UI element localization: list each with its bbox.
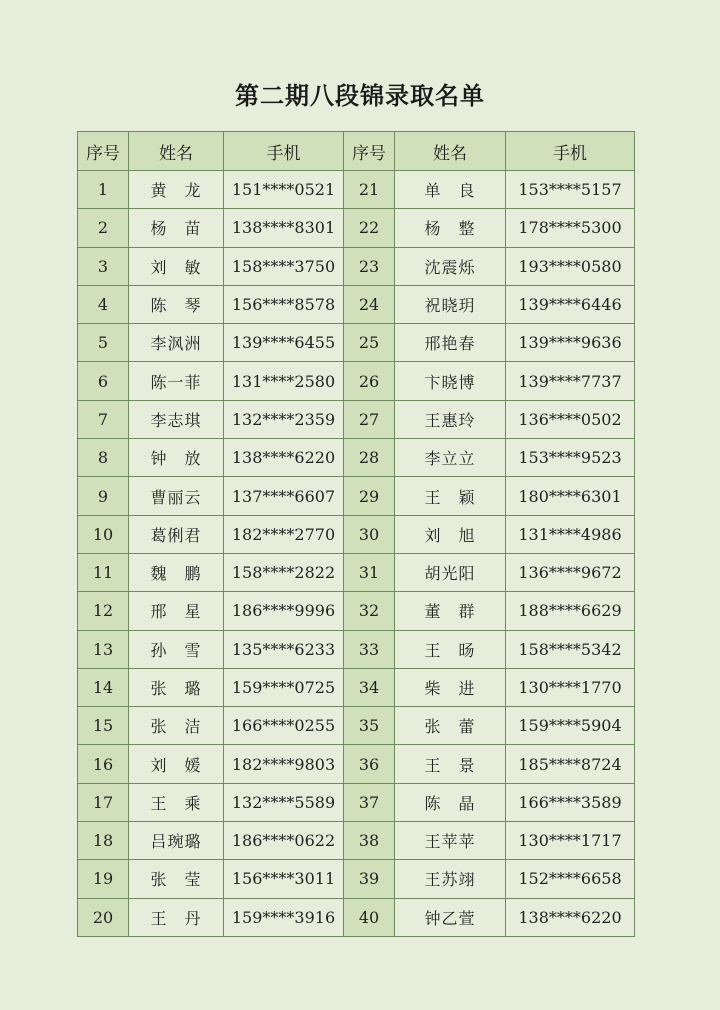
- table-row: [78, 515, 635, 553]
- phone-cell: 166****3589: [506, 783, 635, 821]
- name-cell: 张 蕾: [395, 707, 506, 745]
- phone-cell: 151****0521: [224, 171, 344, 209]
- seq-cell: 3: [78, 247, 129, 285]
- name-cell: 董 群: [395, 592, 506, 630]
- seq-cell: 1: [78, 171, 129, 209]
- seq-cell: 40: [344, 898, 395, 936]
- name-cell: 陈 晶: [395, 783, 506, 821]
- name-cell: 钟 放: [129, 439, 224, 477]
- seq-cell: 23: [344, 247, 395, 285]
- table-header-row: [78, 132, 635, 171]
- name-cell: 李沨洲: [129, 324, 224, 362]
- phone-cell: 158****5342: [506, 630, 635, 668]
- table-row: [78, 668, 635, 706]
- name-cell: 张 洁: [129, 707, 224, 745]
- name-cell: 胡光阳: [395, 553, 506, 591]
- phone-cell: 186****0622: [224, 822, 344, 860]
- phone-cell: 159****0725: [224, 668, 344, 706]
- name-cell: 邢艳春: [395, 324, 506, 362]
- seq-cell: 14: [78, 668, 129, 706]
- seq-cell: 37: [344, 783, 395, 821]
- phone-cell: 186****9996: [224, 592, 344, 630]
- seq-cell: 13: [78, 630, 129, 668]
- phone-cell: 138****8301: [224, 209, 344, 247]
- phone-cell: 131****4986: [506, 515, 635, 553]
- seq-cell: 35: [344, 707, 395, 745]
- phone-cell: 153****9523: [506, 439, 635, 477]
- phone-cell: 139****7737: [506, 362, 635, 400]
- name-cell: 王苹苹: [395, 822, 506, 860]
- name-cell: 黄 龙: [129, 171, 224, 209]
- phone-cell: 193****0580: [506, 247, 635, 285]
- table-row: [78, 783, 635, 821]
- seq-cell: 16: [78, 745, 129, 783]
- phone-cell: 137****6607: [224, 477, 344, 515]
- table-row: [78, 209, 635, 247]
- seq-cell: 38: [344, 822, 395, 860]
- seq-cell: 10: [78, 515, 129, 553]
- seq-cell: 11: [78, 553, 129, 591]
- seq-cell: 29: [344, 477, 395, 515]
- name-cell: 陈一菲: [129, 362, 224, 400]
- phone-cell: 136****0502: [506, 400, 635, 438]
- phone-cell: 182****9803: [224, 745, 344, 783]
- phone-cell: 130****1717: [506, 822, 635, 860]
- name-cell: 张 璐: [129, 668, 224, 706]
- phone-cell: 153****5157: [506, 171, 635, 209]
- name-cell: 钟乙萱: [395, 898, 506, 936]
- phone-cell: 159****5904: [506, 707, 635, 745]
- table-row: [78, 171, 635, 209]
- name-cell: 王 颖: [395, 477, 506, 515]
- name-cell: 柴 进: [395, 668, 506, 706]
- table-row: [78, 247, 635, 285]
- seq-cell: 24: [344, 285, 395, 323]
- phone-cell: 159****3916: [224, 898, 344, 936]
- seq-cell: 26: [344, 362, 395, 400]
- seq-cell: 2: [78, 209, 129, 247]
- name-cell: 祝晓玥: [395, 285, 506, 323]
- phone-cell: 139****6455: [224, 324, 344, 362]
- name-cell: 杨 整: [395, 209, 506, 247]
- name-cell: 张 莹: [129, 860, 224, 898]
- table-row: [78, 400, 635, 438]
- name-cell: 王 景: [395, 745, 506, 783]
- seq-cell: 8: [78, 439, 129, 477]
- name-cell: 卞晓博: [395, 362, 506, 400]
- seq-cell: 33: [344, 630, 395, 668]
- table-row: [78, 439, 635, 477]
- seq-cell: 21: [344, 171, 395, 209]
- seq-cell: 22: [344, 209, 395, 247]
- name-cell: 魏 鹏: [129, 553, 224, 591]
- header-name-left: 姓名: [129, 132, 224, 171]
- name-cell: 杨 苗: [129, 209, 224, 247]
- seq-cell: 12: [78, 592, 129, 630]
- name-cell: 王 乘: [129, 783, 224, 821]
- seq-cell: 31: [344, 553, 395, 591]
- name-cell: 王苏翊: [395, 860, 506, 898]
- seq-cell: 25: [344, 324, 395, 362]
- name-cell: 孙 雪: [129, 630, 224, 668]
- table-row: [78, 477, 635, 515]
- table-row: [78, 285, 635, 323]
- seq-cell: 19: [78, 860, 129, 898]
- header-name-right: 姓名: [395, 132, 506, 171]
- table-row: [78, 707, 635, 745]
- phone-cell: 158****2822: [224, 553, 344, 591]
- name-cell: 葛俐君: [129, 515, 224, 553]
- name-cell: 邢 星: [129, 592, 224, 630]
- table-row: [78, 592, 635, 630]
- table-row: [78, 324, 635, 362]
- seq-cell: 7: [78, 400, 129, 438]
- seq-cell: 4: [78, 285, 129, 323]
- seq-cell: 15: [78, 707, 129, 745]
- table-body: [78, 171, 635, 937]
- phone-cell: 135****6233: [224, 630, 344, 668]
- table-row: [78, 898, 635, 936]
- table-row: [78, 630, 635, 668]
- seq-cell: 36: [344, 745, 395, 783]
- name-cell: 单 良: [395, 171, 506, 209]
- phone-cell: 158****3750: [224, 247, 344, 285]
- seq-cell: 20: [78, 898, 129, 936]
- phone-cell: 139****9636: [506, 324, 635, 362]
- seq-cell: 32: [344, 592, 395, 630]
- seq-cell: 18: [78, 822, 129, 860]
- name-cell: 刘 敏: [129, 247, 224, 285]
- header-phone-left: 手机: [224, 132, 344, 171]
- seq-cell: 17: [78, 783, 129, 821]
- phone-cell: 178****5300: [506, 209, 635, 247]
- seq-cell: 5: [78, 324, 129, 362]
- phone-cell: 136****9672: [506, 553, 635, 591]
- phone-cell: 139****6446: [506, 285, 635, 323]
- seq-cell: 27: [344, 400, 395, 438]
- admission-list-table: [77, 131, 635, 937]
- table-row: [78, 860, 635, 898]
- phone-cell: 132****5589: [224, 783, 344, 821]
- phone-cell: 182****2770: [224, 515, 344, 553]
- header-phone-right: 手机: [506, 132, 635, 171]
- phone-cell: 188****6629: [506, 592, 635, 630]
- seq-cell: 30: [344, 515, 395, 553]
- name-cell: 李立立: [395, 439, 506, 477]
- name-cell: 李志琪: [129, 400, 224, 438]
- seq-cell: 28: [344, 439, 395, 477]
- phone-cell: 156****3011: [224, 860, 344, 898]
- phone-cell: 138****6220: [506, 898, 635, 936]
- name-cell: 刘 媛: [129, 745, 224, 783]
- name-cell: 沈震烁: [395, 247, 506, 285]
- name-cell: 王 旸: [395, 630, 506, 668]
- name-cell: 王 丹: [129, 898, 224, 936]
- page-title: 第二期八段锦录取名单: [235, 82, 485, 110]
- phone-cell: 152****6658: [506, 860, 635, 898]
- table-row: [78, 553, 635, 591]
- phone-cell: 132****2359: [224, 400, 344, 438]
- phone-cell: 180****6301: [506, 477, 635, 515]
- phone-cell: 185****8724: [506, 745, 635, 783]
- seq-cell: 34: [344, 668, 395, 706]
- table-row: [78, 745, 635, 783]
- header-seq-right: 序号: [344, 132, 395, 171]
- phone-cell: 131****2580: [224, 362, 344, 400]
- table-row: [78, 822, 635, 860]
- name-cell: 陈 琴: [129, 285, 224, 323]
- phone-cell: 156****8578: [224, 285, 344, 323]
- phone-cell: 130****1770: [506, 668, 635, 706]
- phone-cell: 138****6220: [224, 439, 344, 477]
- table-row: [78, 362, 635, 400]
- name-cell: 曹丽云: [129, 477, 224, 515]
- header-seq-left: 序号: [78, 132, 129, 171]
- seq-cell: 9: [78, 477, 129, 515]
- seq-cell: 6: [78, 362, 129, 400]
- seq-cell: 39: [344, 860, 395, 898]
- name-cell: 王惠玲: [395, 400, 506, 438]
- name-cell: 刘 旭: [395, 515, 506, 553]
- name-cell: 吕琬璐: [129, 822, 224, 860]
- phone-cell: 166****0255: [224, 707, 344, 745]
